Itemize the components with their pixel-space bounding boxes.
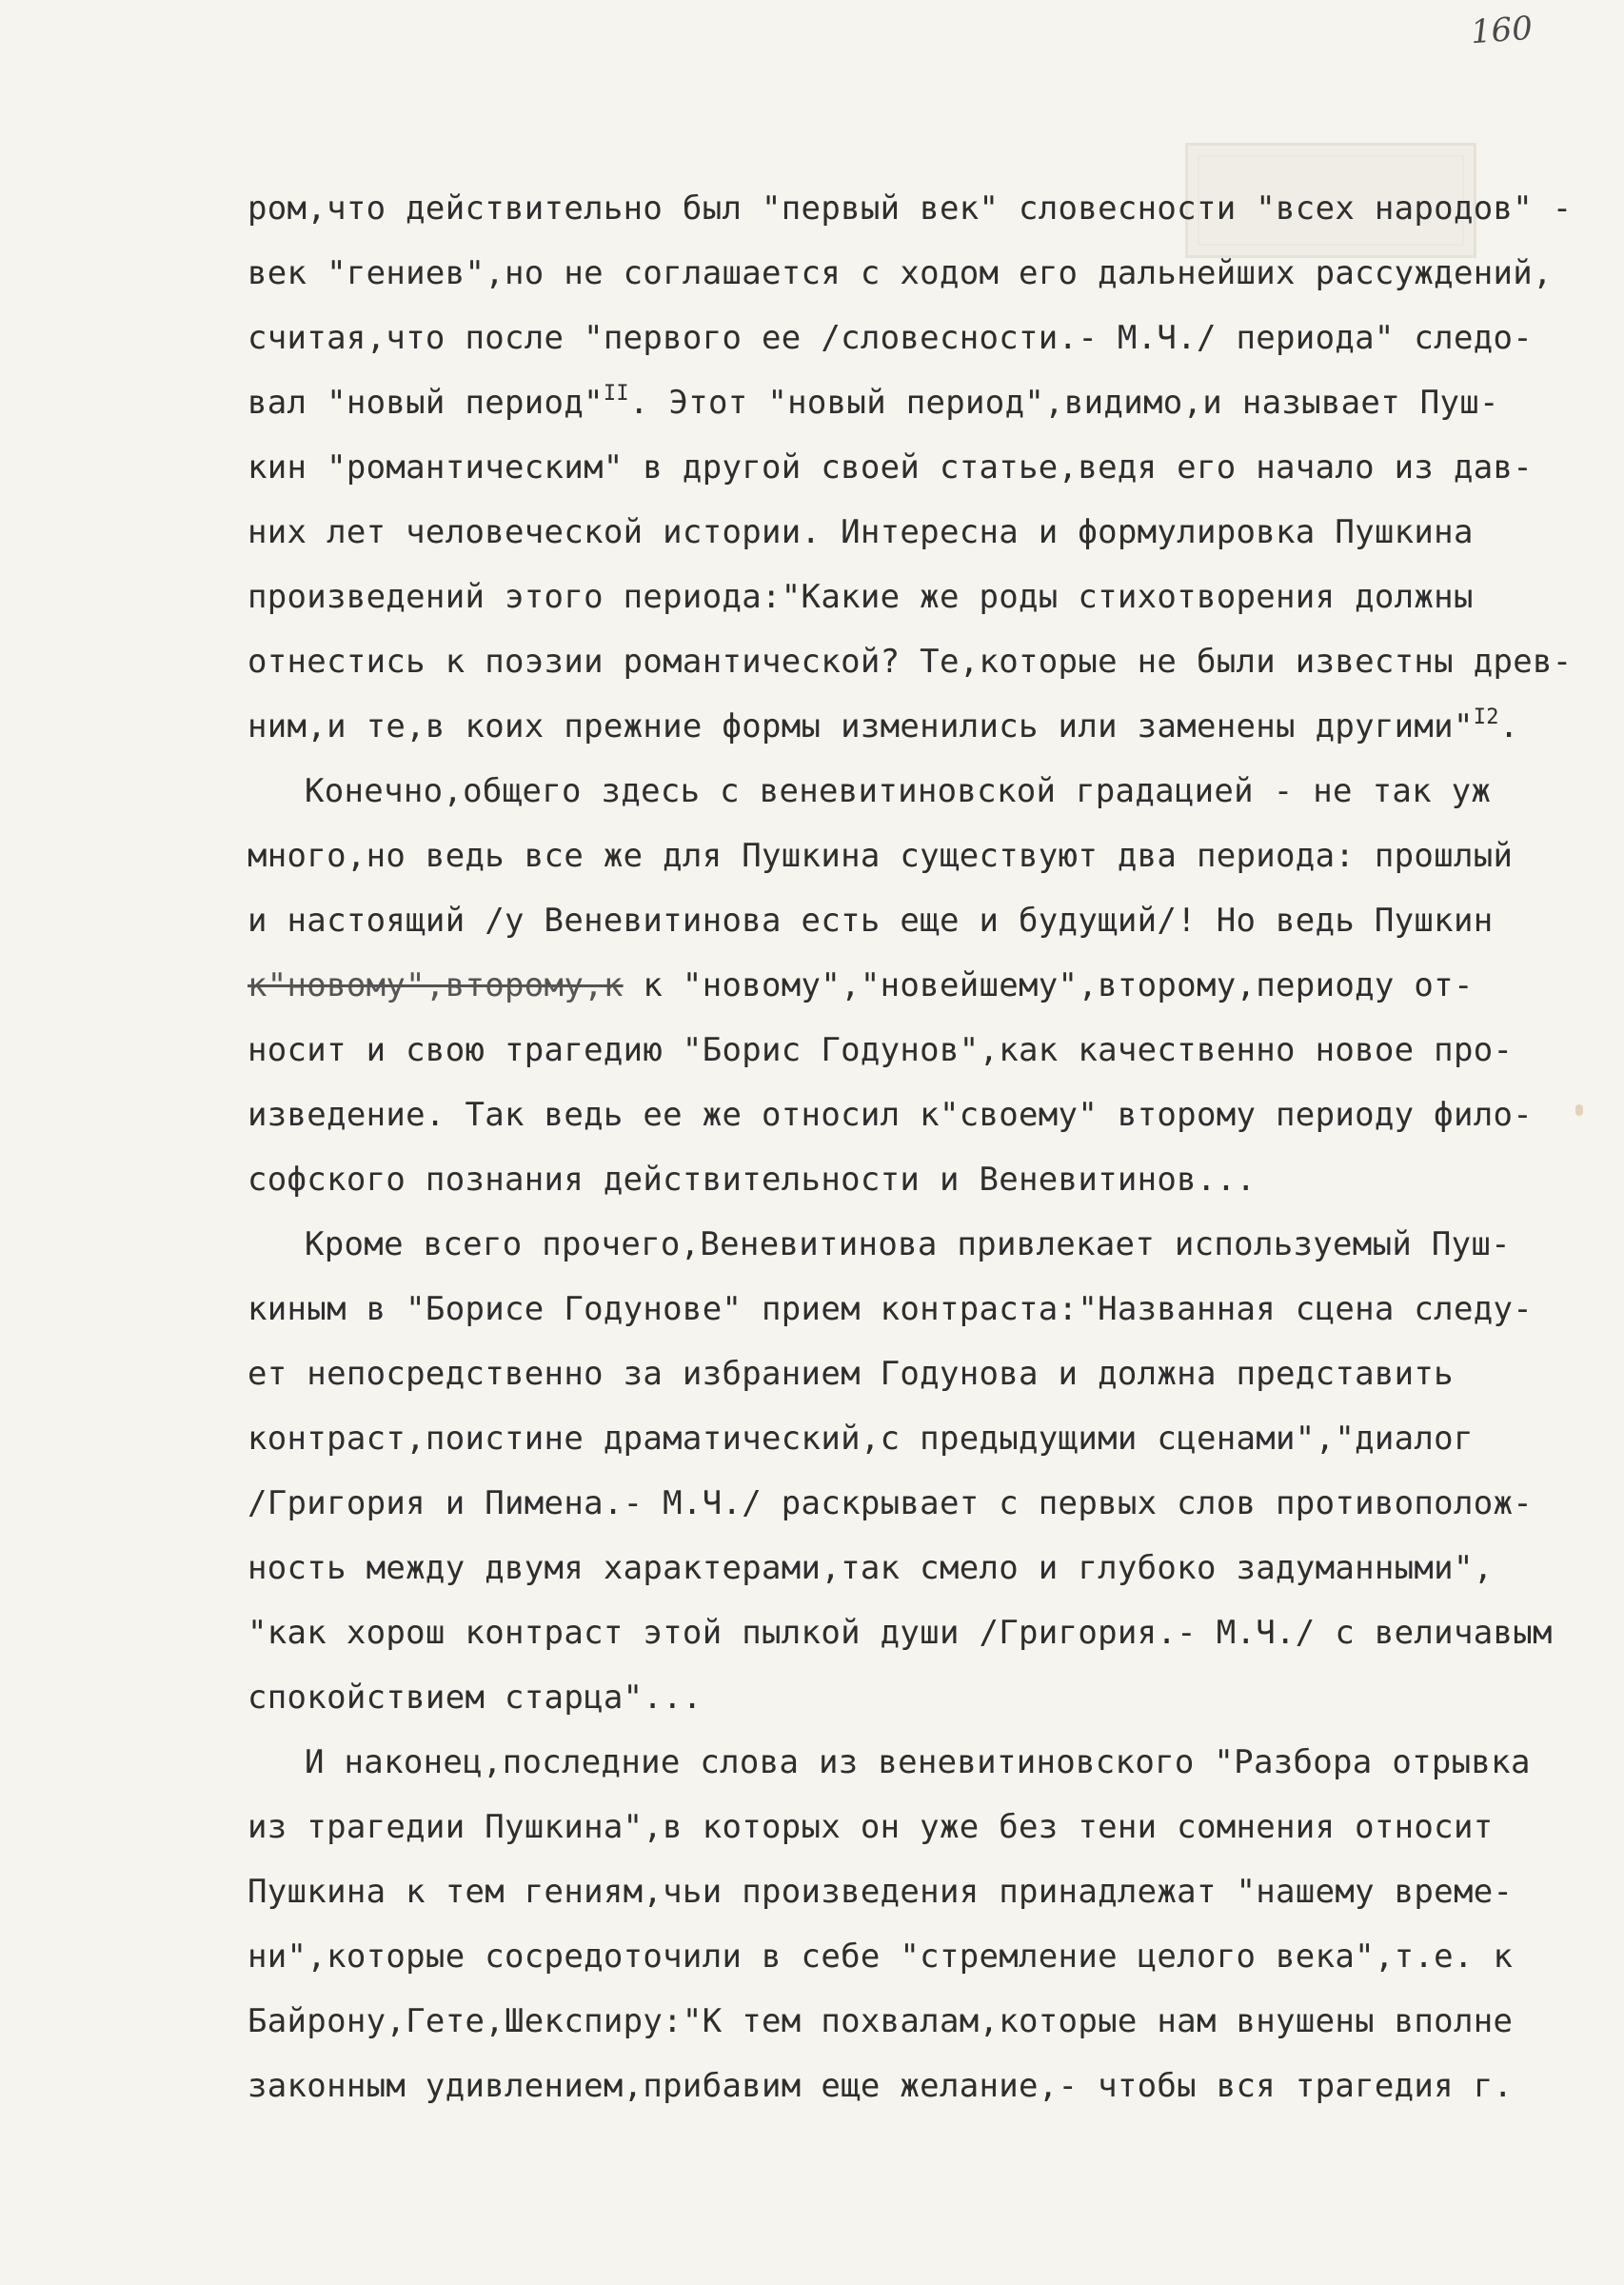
text-line (248, 500, 1599, 565)
line-text: Пушкина к тем гениям,чьи произведения принадлежат "нашему време- (248, 1873, 1514, 1911)
line-text: и настоящий /у Веневитинова есть еще и будущий/! Но ведь Пушкин (248, 902, 1494, 940)
text-line (248, 1665, 1599, 1730)
text-line (248, 1989, 1599, 2054)
line-text: из трагедии Пушкина",в которых он уже без тени сомнения относит (248, 1808, 1494, 1846)
text-line (248, 629, 1599, 694)
line-text: Кроме всего прочего,Веневитинова привлекает используемый Пуш- (305, 1225, 1511, 1263)
text-line (248, 1536, 1599, 1600)
text-line (248, 1795, 1599, 1859)
line-text: них лет человеческой истории. Интересна и формулировка Пушкина (248, 513, 1474, 551)
line-text: век "гениев",но не соглашается с ходом его дальнейших рассуждений, (248, 254, 1553, 292)
line-text: /Григория и Пимена.- М.Ч./ раскрывает с первых слов противополож- (248, 1484, 1534, 1522)
text-line (248, 565, 1599, 629)
text-line (248, 888, 1599, 953)
line-text: "как хорош контраст этой пылкой души /Григория.- М.Ч./ с величавым (248, 1614, 1553, 1652)
line-text: спокойствием старца"... (248, 1679, 703, 1717)
page-number: 160 (1469, 9, 1535, 52)
typed-text-body (248, 176, 1599, 2118)
text-line (248, 1277, 1599, 1341)
line-text: к "новому","новейшему",второму,периоду от- (623, 966, 1474, 1004)
line-text: контраст,поистине драматический,с предыдущими сценами","диалог (248, 1420, 1474, 1458)
line-text: ет непосредственно за избранием Годунова и должна представить (248, 1355, 1454, 1393)
line-text: ром,что действительно был "первый век" словесности "всех народов" - (248, 189, 1573, 228)
text-line (248, 435, 1599, 500)
line-text: киным в "Борисе Годунове" прием контраста:"Названная сцена следу- (248, 1290, 1534, 1328)
footnote-ref: I2 (1473, 705, 1499, 729)
text-line (248, 1341, 1599, 1406)
line-text: Байрону,Гете,Шекспиру:"К тем похвалам,которые нам внушены вполне (248, 2002, 1514, 2040)
text-line (248, 1730, 1599, 1795)
text-line (248, 370, 1599, 435)
line-text-continued: . Этот "новый период",видимо,и называет Пуш- (628, 384, 1499, 422)
line-text: отнестись к поэзии романтической? Те,которые не были известны древ- (248, 643, 1573, 681)
text-line (248, 1471, 1599, 1536)
text-line (248, 306, 1599, 370)
text-line (248, 953, 1599, 1018)
line-text: ность между двумя характерами,так смело и глубоко задуманными", (248, 1549, 1494, 1587)
text-line (248, 1406, 1599, 1471)
text-line (248, 1924, 1599, 1989)
line-text: изведение. Так ведь ее же относил к"своему" второму периоду фило- (248, 1096, 1534, 1134)
text-line (248, 1859, 1599, 1924)
struck-text: к"новому",второму,к (248, 966, 624, 1004)
line-text-continued: . (1498, 707, 1519, 745)
text-line (248, 824, 1599, 888)
line-text: много,но ведь все же для Пушкина существуют два периода: прошлый (248, 837, 1514, 875)
line-text: носит и свою трагедию "Борис Годунов",как качественно новое про- (248, 1031, 1514, 1069)
line-text: считая,что после "первого ее /словесности.- М.Ч./ периода" следо- (248, 319, 1534, 357)
text-line (248, 241, 1599, 306)
line-text: произведений этого периода:"Какие же роды стихотворения должны (248, 578, 1474, 616)
text-line (248, 1083, 1599, 1147)
line-text: Конечно,общего здесь с веневитиновской градацией - не так уж (305, 772, 1492, 810)
line-text: софского познания действительности и Веневитинов... (248, 1161, 1257, 1199)
text-line (248, 2054, 1599, 2118)
line-text: И наконец,последние слова из веневитиновского "Разбора отрывка (305, 1743, 1531, 1781)
text-line (248, 1018, 1599, 1083)
text-line (248, 176, 1599, 241)
text-line (248, 1147, 1599, 1212)
line-text: вал "новый период" (248, 384, 604, 422)
line-text: кин "романтическим" в другой своей статье,ведя его начало из дав- (248, 448, 1534, 487)
line-text: ним,и те,в коих прежние формы изменились или заменены другими" (248, 707, 1474, 745)
text-line (248, 1600, 1599, 1665)
text-line (248, 1212, 1599, 1277)
text-line (248, 694, 1599, 759)
footnote-ref: II (603, 382, 629, 406)
text-line (248, 759, 1599, 824)
line-text: законным удивлением,прибавим еще желание,- чтобы вся трагедия г. (248, 2067, 1514, 2105)
line-text: ни",которые сосредоточили в себе "стремление целого века",т.е. к (248, 1937, 1514, 1976)
